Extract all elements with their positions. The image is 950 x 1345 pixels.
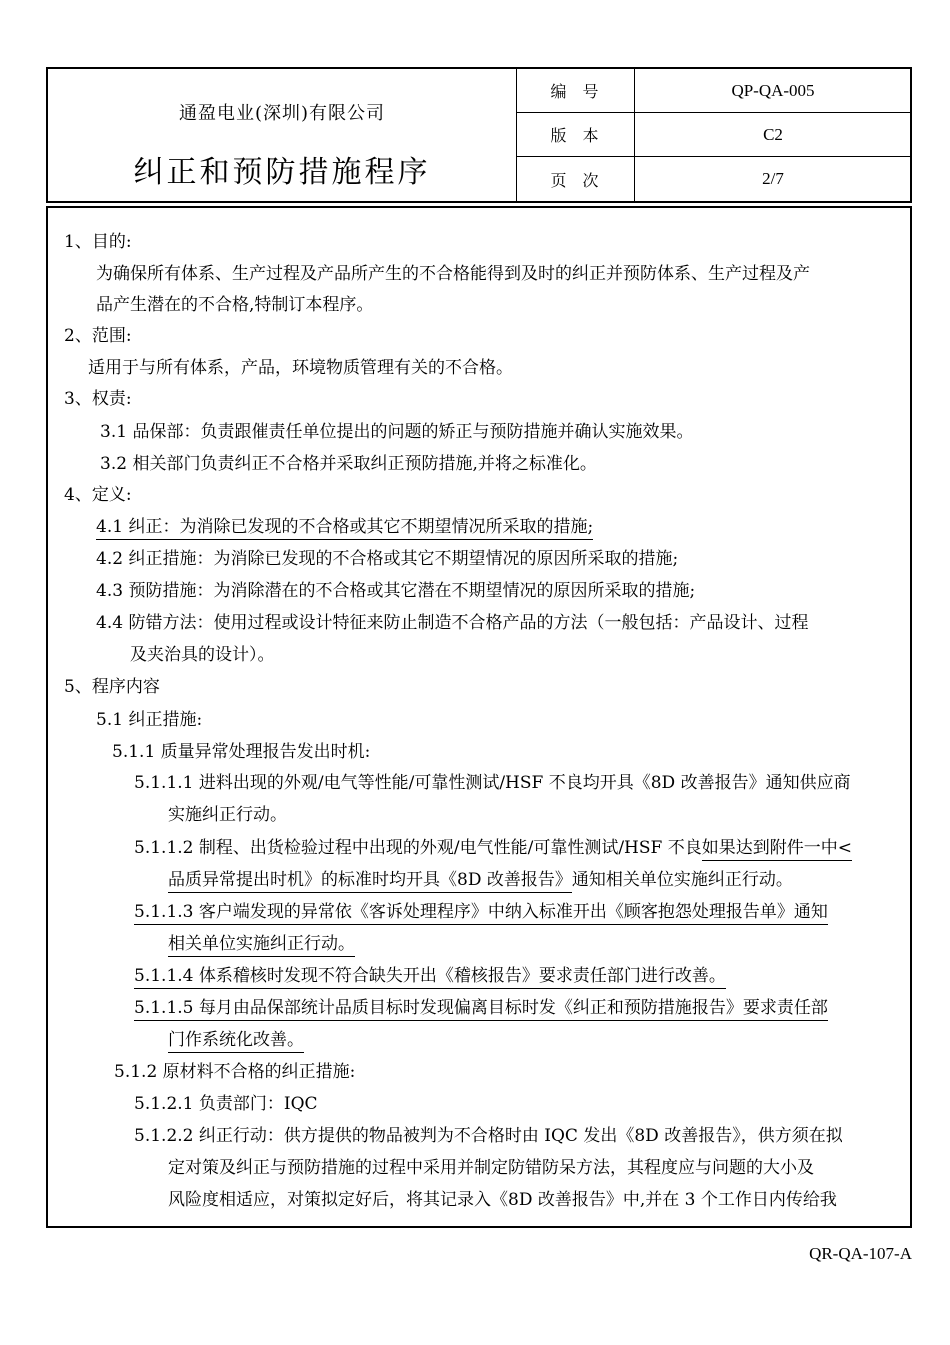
purpose-text-cont: 品产生潜在的不合格,特制订本程序。 — [96, 295, 374, 315]
section-procedure-heading: 5、程序内容 — [64, 677, 160, 697]
procedure-5-1-1-3-cont-text: 相关单位实施纠正行动。 — [168, 934, 355, 957]
company-name: 通盈电业(深圳)有限公司 — [178, 103, 386, 124]
procedure-5-1-1-3-text: 5.1.1.3 客户端发现的异常依《客诉处理程序》中纳入标准开出《顾客抱怨处理报告单》通知 — [134, 902, 828, 925]
section-responsibility-heading: 3、权责: — [64, 389, 132, 409]
responsibility-3-2: 3.2 相关部门负责纠正不合格并采取纠正预防措施,并将之标准化。 — [100, 454, 597, 474]
procedure-5-1-2-2-cont: 定对策及纠正与预防措施的过程中采用并制定防错防呆方法，其程度应与问题的大小及 — [168, 1158, 814, 1178]
definition-4-4: 4.4 防错方法：使用过程或设计特征来防止制造不合格产品的方法（一般包括：产品设计、过程 — [96, 613, 809, 633]
doc-number-value: QP-QA-005 — [731, 80, 815, 100]
procedure-5-1: 5.1 纠正措施: — [96, 710, 203, 730]
procedure-5-1-1-4-text: 5.1.1.4 体系稽核时发现不符合缺失开出《稽核报告》要求责任部门进行改善。 — [134, 966, 726, 989]
procedure-5-1-1-2-cont — [168, 869, 793, 891]
section-definition-heading: 4、定义: — [64, 485, 132, 505]
procedure-5-1-2: 5.1.2 原材料不合格的纠正措施: — [114, 1062, 356, 1082]
procedure-5-1-1-2-text: 5.1.1.2 制程、出货检验过程中出现的外观/电气性能/可靠性测试/HSF 不良 — [134, 838, 702, 858]
procedure-5-1-1-4 — [134, 965, 726, 987]
definition-4-1 — [96, 516, 593, 538]
version-row — [517, 113, 911, 157]
definition-4-3: 4.3 预防措施：为消除潜在的不合格或其它潜在不期望情况的原因所采取的措施; — [96, 581, 696, 601]
version-label: 版本 — [517, 113, 635, 156]
definition-4-4-cont: 及夹治具的设计）。 — [130, 645, 275, 665]
document-header — [46, 67, 912, 203]
procedure-5-1-2-1: 5.1.2.1 负责部门：IQC — [134, 1094, 318, 1114]
header-info-table — [516, 69, 911, 201]
procedure-5-1-1-1-cont: 实施纠正行动。 — [168, 805, 287, 825]
version-value: C2 — [763, 124, 783, 144]
section-scope-heading: 2、范围: — [64, 326, 132, 346]
header-title-block — [48, 69, 516, 201]
section-purpose-heading: 1、目的: — [64, 232, 132, 252]
procedure-5-1-1-5-cont — [168, 1029, 304, 1051]
procedure-5-1-1-1: 5.1.1.1 进料出现的外观/电气等性能/可靠性测试/HSF 不良均开具《8D 改善报告》通知供应商 — [134, 773, 851, 793]
page-label: 页次 — [517, 157, 635, 201]
procedure-5-1-1-2 — [134, 837, 852, 859]
page-row — [517, 157, 911, 201]
doc-number-row — [517, 69, 911, 113]
procedure-5-1-1-2-cont-underlined: 品质异常提出时机》的标准时均开具《8D 改善报告》 — [168, 870, 572, 893]
procedure-5-1-2-2-cont2: 风险度相适应，对策拟定好后，将其记录入《8D 改善报告》中,并在 3 个工作日内传给我 — [168, 1190, 837, 1210]
scope-text: 适用于与所有体系，产品，环境物质管理有关的不合格。 — [88, 358, 513, 378]
procedure-5-1-1-2-cont-text: 通知相关单位实施纠正行动。 — [571, 870, 793, 890]
responsibility-3-1: 3.1 品保部：负责跟催责任单位提出的问题的矫正与预防措施并确认实施效果。 — [100, 422, 694, 442]
definition-4-1-text: 4.1 纠正：为消除已发现的不合格或其它不期望情况所采取的措施; — [96, 517, 593, 540]
document-title: 纠正和预防措施程序 — [133, 155, 431, 190]
procedure-5-1-2-2: 5.1.2.2 纠正行动：供方提供的物品被判为不合格时由 IQC 发出《8D 改善报告》，供方须在拟 — [134, 1126, 843, 1146]
procedure-5-1-1: 5.1.1 质量异常处理报告发出时机: — [112, 742, 371, 762]
purpose-text: 为确保所有体系、生产过程及产品所产生的不合格能得到及时的纠正并预防体系、生产过程及产 — [96, 264, 810, 284]
form-code: QR-QA-107-A — [809, 1244, 912, 1263]
procedure-5-1-1-5-text: 5.1.1.5 每月由品保部统计品质目标时发现偏离目标时发《纠正和预防措施报告》要求责任部 — [134, 998, 828, 1021]
procedure-5-1-1-3-cont — [168, 933, 355, 955]
procedure-5-1-1-5-cont-text: 门作系统化改善。 — [168, 1030, 304, 1053]
procedure-5-1-1-3 — [134, 901, 828, 923]
definition-4-2: 4.2 纠正措施：为消除已发现的不合格或其它不期望情况的原因所采取的措施; — [96, 549, 679, 569]
procedure-5-1-1-2-underlined: 如果达到附件一中< — [702, 838, 852, 861]
doc-number-label: 编号 — [517, 69, 635, 112]
procedure-5-1-1-5 — [134, 997, 828, 1019]
page-value: 2/7 — [762, 169, 784, 188]
